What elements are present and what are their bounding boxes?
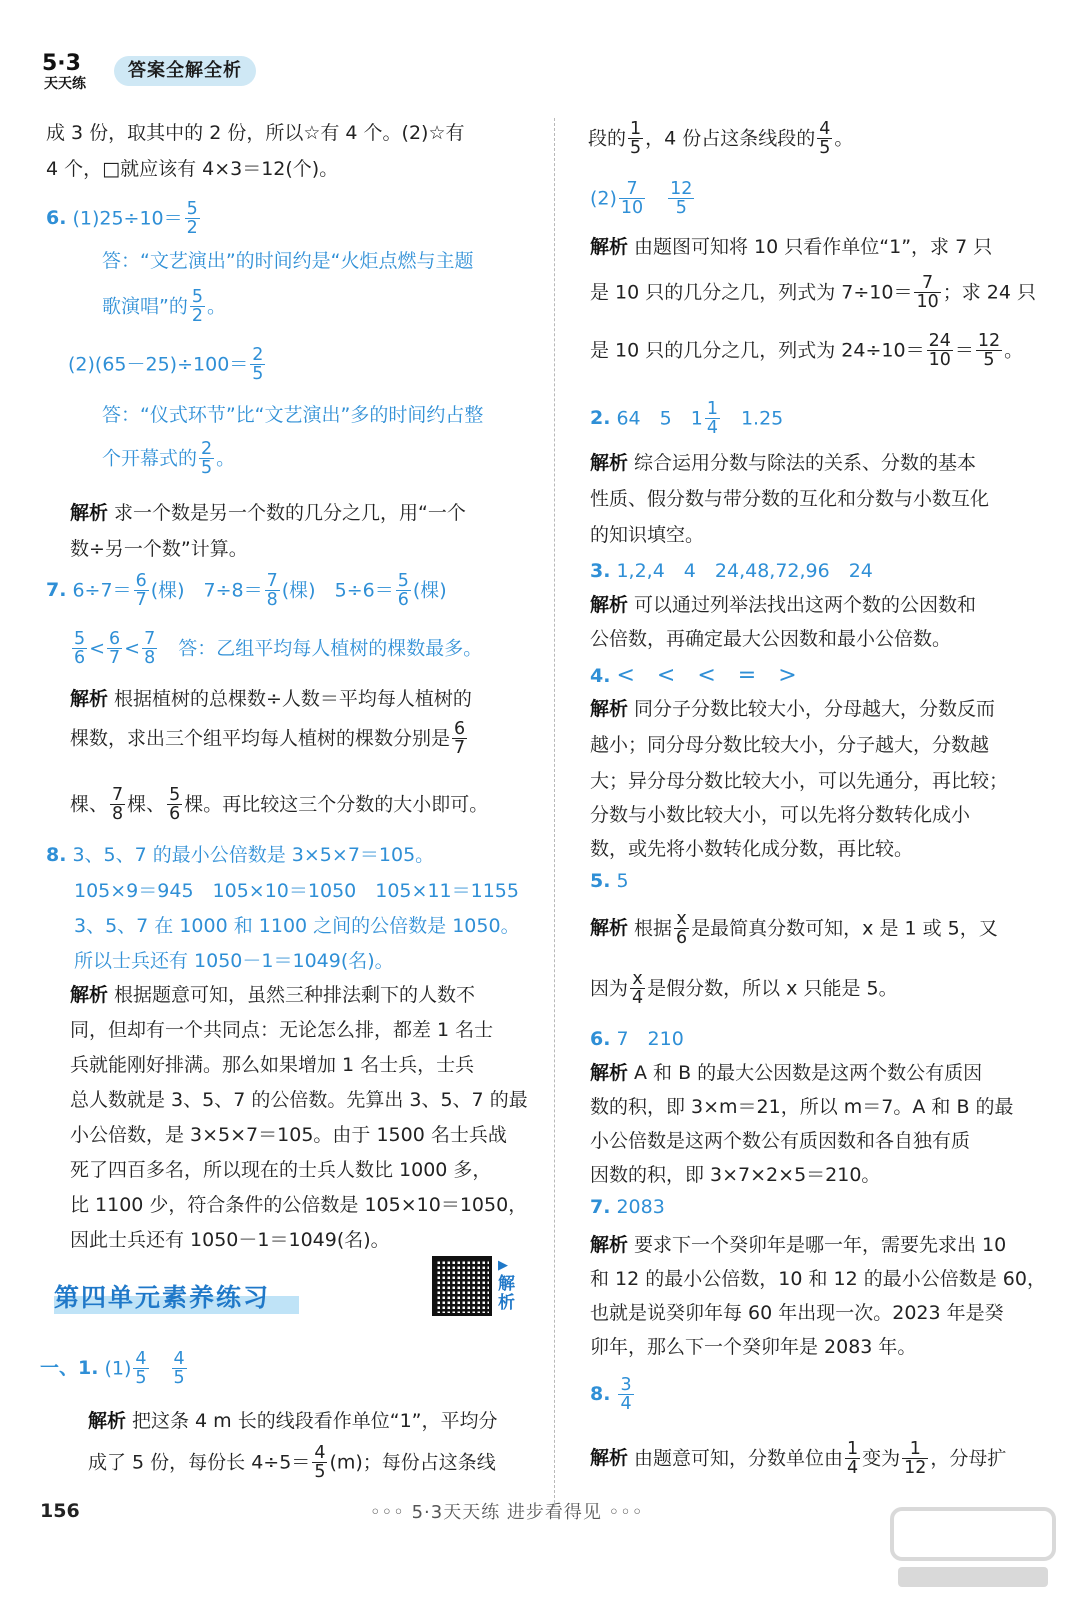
- question-6-part-1: 6. (1)25÷10＝ $\frac{5}{2}$: [46, 199, 198, 239]
- analysis-line: 总人数就是 3、5、7 的公倍数。先算出 3、5、7 的最: [70, 1089, 528, 1111]
- question-7: 7. 2083: [590, 1196, 665, 1218]
- brand-logo: [40, 48, 102, 92]
- question-7: 7. 6÷7＝ $\frac{6}{7}$ (棵) 7÷8＝ $\frac{7}{8}$ (棵) 5÷6＝ $\frac{5}{6}$ (棵): [46, 571, 447, 611]
- question-8: 8. $\frac{3}{4}$: [590, 1375, 632, 1415]
- analysis-label: 解析: [70, 688, 109, 710]
- analysis-line: 兵就能刚好排满。那么如果增加 1 名士兵，士兵: [70, 1054, 475, 1076]
- analysis-line: 数÷另一个数”计算。: [70, 538, 248, 560]
- page-number: 156: [40, 1500, 80, 1522]
- analysis-line: 分数与小数比较大小，可以先将分数转化成小: [590, 804, 971, 826]
- fraction: $\frac{6}{7}$: [109, 629, 121, 669]
- question-number: 6.: [46, 207, 67, 230]
- answer-line: 3、5、7 在 1000 和 1100 之间的公倍数是 1050。: [74, 915, 520, 937]
- analysis-label: 解析: [590, 236, 629, 258]
- analysis-line: 死了四百多名，所以现在的士兵人数比 1000 多，: [70, 1159, 492, 1181]
- column-divider: [554, 118, 555, 1508]
- fraction: $\frac{x}{4}$: [632, 969, 644, 1009]
- analysis-line: 小公倍数是这两个数公有质因数和各自独有质: [590, 1130, 971, 1152]
- analysis-line: 解析 根据植树的总棵数÷人数＝平均每人植树的: [70, 688, 472, 710]
- footer-slogan: ◦◦◦ 5·3天天练 进步看得见 ◦◦◦: [370, 1502, 644, 1523]
- analysis-line: 因为 $\frac{x}{4}$ 是假分数，所以 x 只能是 5。: [590, 969, 898, 1009]
- answer-line: (2) $\frac{7}{10}$ $\frac{12}{5}$: [590, 179, 693, 219]
- qr-label: ▶ 解析: [498, 1256, 520, 1313]
- analysis-line: 解析 可以通过列举法找出这两个数的公因数和: [590, 594, 977, 616]
- analysis-line: 同，但却有一个共同点：无论怎么排，都差 1 名士: [70, 1019, 494, 1041]
- svg-text:天天练: 天天练: [44, 76, 86, 92]
- comparison-line: $\frac{5}{6}$ < $\frac{6}{7}$ < $\frac{7}{8}$ 答：乙组平均每人植树的棵数最多。: [74, 629, 483, 669]
- answer-line: 答：“仪式环节”比“文艺演出”多的时间约占整: [102, 404, 484, 426]
- analysis-line: 解析 由题意可知，分数单位由 $\frac{1}{4}$ 变为 $\frac{1}{12}$ ，分母扩: [590, 1439, 1007, 1479]
- fraction: $\frac{4}{5}$: [135, 1349, 147, 1389]
- analysis-label: 解析: [590, 1062, 629, 1084]
- analysis-line: 因此士兵还有 1050－1＝1049(名)。: [70, 1229, 390, 1251]
- qr-code[interactable]: [432, 1256, 492, 1316]
- fraction: $\frac{5}{6}$: [169, 785, 181, 825]
- analysis-line: 因数的积，即 3×7×2×5＝210。: [590, 1164, 881, 1186]
- analysis-label: 解析: [590, 917, 629, 940]
- fraction: $\frac{1}{4}$: [706, 399, 718, 439]
- analysis-line: 越小；同分母分数比较大小，分子越大，分数越: [590, 734, 990, 756]
- unit-title-text: 第四单元素养练习: [54, 1283, 271, 1312]
- question-4: 4. < < < = >: [590, 663, 797, 688]
- fraction: $\frac{5}{6}$: [397, 571, 409, 611]
- question-8: 8. 3、5、7 的最小公倍数是 3×5×7＝105。: [46, 844, 435, 866]
- analysis-label: 解析: [590, 452, 629, 474]
- question-number: 一、1.: [40, 1357, 99, 1380]
- question-5: 5. 5: [590, 870, 629, 892]
- analysis-line: 是 10 只的几分之几，列式为 7÷10＝ $\frac{7}{10}$ ；求 24 只: [590, 273, 1036, 313]
- analysis-line: 成了 5 份，每份长 4÷5＝ $\frac{4}{5}$ (m)；每份占这条线: [88, 1443, 496, 1483]
- analysis-label: 解析: [88, 1410, 127, 1432]
- fraction: $\frac{4}{5}$: [314, 1443, 326, 1483]
- fraction: $\frac{1}{4}$: [847, 1439, 859, 1479]
- fraction: $\frac{5}{2}$: [186, 199, 198, 239]
- analysis-label: 解析: [590, 698, 629, 720]
- question-3: 3. 1,2,4 4 24,48,72,96 24: [590, 560, 873, 582]
- svg-text:5·3: 5·3: [42, 51, 81, 76]
- fraction: $\frac{1}{12}$: [904, 1439, 927, 1479]
- analysis-line: 解析 要求下一个癸卯年是哪一年，需要先求出 10: [590, 1234, 1007, 1256]
- analysis-line: 小公倍数，是 3×5×7＝105。由于 1500 名士兵战: [70, 1124, 507, 1146]
- fraction: $\frac{24}{10}$: [928, 331, 951, 371]
- analysis-line: 棵数，求出三个组平均每人植树的棵数分别是 $\frac{6}{7}$: [70, 719, 466, 759]
- fraction: $\frac{4}{5}$: [173, 1349, 185, 1389]
- fraction: $\frac{7}{10}$: [620, 179, 644, 219]
- text-line: 成 3 份，取其中的 2 份，所以☆有 4 个。(2)☆有: [46, 122, 465, 144]
- fraction: $\frac{12}{5}$: [670, 179, 693, 219]
- fraction: $\frac{7}{8}$: [112, 785, 124, 825]
- analysis-line: 的知识填空。: [590, 524, 705, 546]
- fraction: $\frac{1}{5}$: [630, 119, 642, 159]
- analysis-line: 比 1100 少，符合条件的公倍数是 105×10＝1050，: [70, 1194, 528, 1216]
- analysis-line: 性质、假分数与带分数的互化和分数与小数互化: [590, 488, 990, 510]
- analysis-line: 公倍数，再确定最大公因数和最小公倍数。: [590, 628, 952, 650]
- analysis-line: 数的积，即 3×m＝21，所以 m＝7。A 和 B 的最: [590, 1096, 1014, 1118]
- analysis-line: 解析 由题图可知将 10 只看作单位“1”，求 7 只: [590, 236, 993, 258]
- analysis-label: 解析: [70, 984, 109, 1006]
- fraction: $\frac{3}{4}$: [620, 1375, 632, 1415]
- analysis-label: 解析: [590, 1447, 629, 1470]
- analysis-line: 棵、 $\frac{7}{8}$ 棵、 $\frac{5}{6}$ 棵。再比较这三个分数的大小即可。: [70, 785, 489, 825]
- fraction: $\frac{5}{6}$: [74, 629, 86, 669]
- fraction: $\frac{2}{5}$: [201, 439, 213, 479]
- unit-title: [54, 1278, 304, 1318]
- answer-line: 歌演唱”的 $\frac{5}{2}$ 。: [102, 287, 226, 327]
- fraction: $\frac{4}{5}$: [819, 119, 831, 159]
- fraction: $\frac{6}{7}$: [135, 571, 147, 611]
- fraction: $\frac{6}{7}$: [454, 719, 466, 759]
- analysis-line: 解析 A 和 B 的最大公因数是这两个数公有质因: [590, 1062, 983, 1084]
- analysis-line: 解析 求一个数是另一个数的几分之几，用“一个: [70, 502, 466, 524]
- analysis-line: 卯年，那么下一个癸卯年是 2083 年。: [590, 1336, 917, 1358]
- question-2: 2. 64 5 1 $\frac{1}{4}$ 1.25: [590, 399, 784, 439]
- question-number: 7.: [46, 579, 67, 602]
- analysis-line: 解析 根据题意可知，虽然三种排法剩下的人数不: [70, 984, 476, 1006]
- analysis-line: 是 10 只的几分之几，列式为 24÷10＝ $\frac{24}{10}$ ＝ $\frac{12}{5}$ 。: [590, 331, 1024, 371]
- answer-line: 个开幕式的 $\frac{2}{5}$ 。: [102, 439, 236, 479]
- answer-line: 所以士兵还有 1050－1＝1049(名)。: [74, 950, 394, 972]
- analysis-line: 也就是说癸卯年每 60 年出现一次。2023 年是癸: [590, 1302, 1004, 1324]
- fraction: $\frac{7}{10}$: [916, 273, 939, 313]
- analysis-label: 解析: [590, 1234, 629, 1256]
- analysis-line: 解析 综合运用分数与除法的关系、分数的基本: [590, 452, 977, 474]
- analysis-line: 解析 根据 $\frac{x}{6}$ 是最简真分数可知，x 是 1 或 5，又: [590, 909, 998, 949]
- fraction: $\frac{x}{6}$: [676, 909, 688, 949]
- fraction: $\frac{12}{5}$: [977, 331, 1001, 371]
- header-title: 答案全解全析: [114, 56, 256, 86]
- question-number: 8.: [46, 844, 67, 866]
- fraction: $\frac{7}{8}$: [266, 571, 278, 611]
- text-line: 4 个，□就应该有 4×3＝12(个)。: [46, 158, 339, 180]
- watermark-logo: [888, 1505, 1058, 1595]
- page-header: [40, 48, 340, 92]
- analysis-label: 解析: [70, 502, 109, 524]
- analysis-line: 解析 把这条 4 m 长的线段看作单位“1”，平均分: [88, 1410, 498, 1432]
- fraction: $\frac{7}{8}$: [144, 629, 156, 669]
- question-6-part-2: (2)(65－25)÷100＝ $\frac{2}{5}$: [68, 345, 264, 385]
- section-1-question-1: 一、1. (1) $\frac{4}{5}$ $\frac{4}{5}$: [40, 1349, 185, 1389]
- text-line: 段的 $\frac{1}{5}$ ，4 份占这条线段的 $\frac{4}{5}$ 。: [588, 119, 854, 159]
- fraction: $\frac{2}{5}$: [252, 345, 264, 385]
- question-6: 6. 7 210: [590, 1028, 684, 1050]
- analysis-line: 和 12 的最小公倍数，10 和 12 的最小公倍数是 60，: [590, 1268, 1046, 1290]
- analysis-line: 数，或先将小数转化成分数，再比较。: [590, 838, 914, 860]
- answer-line: 105×9＝945 105×10＝1050 105×11＝1155: [74, 880, 519, 902]
- answer-line: 答：“文艺演出”的时间约是“火炬点燃与主题: [102, 250, 474, 272]
- fraction: $\frac{5}{2}$: [191, 287, 203, 327]
- play-icon: ▶: [498, 1258, 508, 1273]
- analysis-line: 大；异分母分数比较大小，可以先通分，再比较；: [590, 770, 1009, 792]
- analysis-label: 解析: [590, 594, 629, 616]
- analysis-line: 解析 同分子分数比较大小，分母越大，分数反而: [590, 698, 996, 720]
